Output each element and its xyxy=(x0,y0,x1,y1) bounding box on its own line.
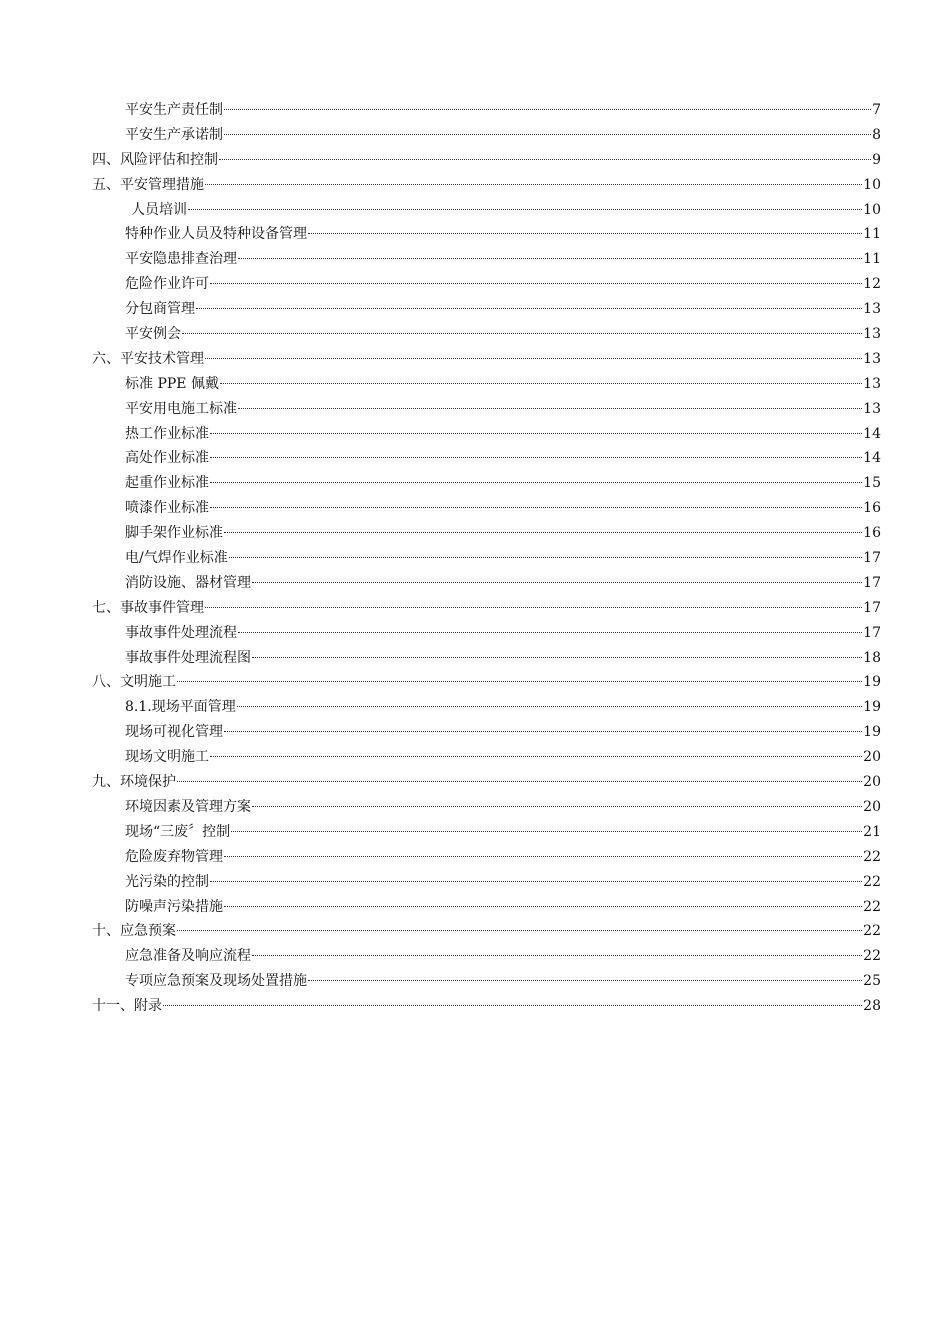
toc-dot-leader xyxy=(163,1005,862,1006)
toc-entry-page-number: 11 xyxy=(863,226,881,243)
toc-entry-page-number: 12 xyxy=(863,276,881,293)
toc-entry-label: 8.1.现场平面管理 xyxy=(125,699,236,716)
toc-entry-label: 专项应急预案及现场处置措施 xyxy=(125,973,307,990)
toc-dot-leader xyxy=(252,955,862,956)
toc-entry-label: 电/气焊作业标准 xyxy=(125,550,228,567)
toc-dot-leader xyxy=(205,184,862,185)
toc-entry-label: 脚手架作业标准 xyxy=(125,525,223,542)
toc-dot-leader xyxy=(210,482,862,483)
toc-dot-leader xyxy=(177,681,862,682)
toc-entry-page-number: 22 xyxy=(863,923,881,940)
toc-entry[interactable] xyxy=(92,272,881,297)
toc-entry[interactable] xyxy=(92,944,881,969)
toc-entry[interactable] xyxy=(92,322,881,347)
toc-entry[interactable] xyxy=(92,446,881,471)
toc-entry[interactable] xyxy=(92,471,881,496)
toc-dot-leader xyxy=(238,258,862,259)
toc-dot-leader xyxy=(205,607,862,608)
toc-entry-page-number: 14 xyxy=(863,450,881,467)
toc-entry-label: 高处作业标准 xyxy=(125,450,209,467)
toc-entry-label: 平安隐患排查治理 xyxy=(125,251,237,268)
toc-entry[interactable] xyxy=(92,596,881,621)
toc-dot-leader xyxy=(219,159,871,160)
toc-entry-label: 八、文明施工 xyxy=(92,674,176,691)
toc-entry-page-number: 22 xyxy=(863,898,881,915)
toc-entry-page-number: 22 xyxy=(863,848,881,865)
toc-dot-leader xyxy=(210,756,862,757)
toc-entry-page-number: 13 xyxy=(863,375,881,392)
toc-entry[interactable] xyxy=(92,745,881,770)
toc-entry[interactable] xyxy=(92,222,881,247)
table-of-contents xyxy=(92,98,881,1019)
toc-entry-label: 平安例会 xyxy=(125,326,181,343)
toc-entry-page-number: 19 xyxy=(863,674,881,691)
toc-entry[interactable] xyxy=(92,571,881,596)
toc-entry[interactable] xyxy=(92,870,881,895)
toc-entry-label: 十一、附录 xyxy=(92,998,162,1015)
toc-entry-page-number: 19 xyxy=(863,724,881,741)
toc-entry-label: 环境因素及管理方案 xyxy=(125,798,251,815)
toc-entry-label: 平安用电施工标准 xyxy=(125,400,237,417)
toc-entry-page-number: 15 xyxy=(863,475,881,492)
toc-entry-page-number: 17 xyxy=(863,624,881,641)
toc-entry[interactable] xyxy=(92,521,881,546)
toc-entry-label: 平安生产责任制 xyxy=(125,102,223,118)
toc-entry-page-number: 20 xyxy=(863,774,881,791)
toc-dot-leader xyxy=(210,433,862,434)
toc-entry[interactable] xyxy=(92,173,881,198)
toc-dot-leader xyxy=(188,209,862,210)
toc-entry[interactable] xyxy=(92,496,881,521)
toc-entry-label: 标准 PPE 佩戴 xyxy=(125,375,219,392)
toc-dot-leader xyxy=(210,881,862,882)
toc-entry-page-number: 16 xyxy=(863,525,881,542)
toc-entry-label: 防噪声污染措施 xyxy=(125,898,223,915)
toc-entry-label: 四、风险评估和控制 xyxy=(92,151,218,168)
toc-entry[interactable] xyxy=(92,820,881,845)
toc-entry[interactable] xyxy=(92,720,881,745)
toc-entry-label: 七、事故事件管理 xyxy=(92,599,204,616)
toc-entry-page-number: 18 xyxy=(863,649,881,666)
toc-entry-page-number: 25 xyxy=(863,973,881,990)
toc-entry[interactable] xyxy=(92,845,881,870)
toc-dot-leader xyxy=(224,532,862,533)
toc-entry-page-number: 17 xyxy=(863,574,881,591)
toc-dot-leader xyxy=(210,457,862,458)
toc-entry-label: 六、平安技术管理 xyxy=(92,350,204,367)
toc-dot-leader xyxy=(224,856,862,857)
toc-entry[interactable] xyxy=(92,670,881,695)
toc-entry-page-number: 22 xyxy=(863,948,881,965)
toc-entry-page-number: 10 xyxy=(863,201,881,218)
toc-dot-leader xyxy=(224,109,871,110)
toc-entry[interactable] xyxy=(92,795,881,820)
toc-entry[interactable] xyxy=(92,695,881,720)
toc-entry[interactable] xyxy=(92,347,881,372)
toc-dot-leader xyxy=(196,308,862,309)
toc-dot-leader xyxy=(224,906,862,907)
toc-entry-page-number: 13 xyxy=(863,350,881,367)
toc-dot-leader xyxy=(308,233,862,234)
toc-entry-label: 事故事件处理流程图 xyxy=(125,649,251,666)
toc-entry-label: 分包商管理 xyxy=(125,301,195,318)
toc-entry-page-number: 14 xyxy=(863,425,881,442)
toc-entry-label: 九、环境保护 xyxy=(92,774,176,791)
toc-dot-leader xyxy=(177,930,862,931)
toc-entry-label: 平安生产承诺制 xyxy=(125,126,223,143)
toc-entry-label: 光污染的控制 xyxy=(125,873,209,890)
toc-entry[interactable] xyxy=(92,98,881,123)
toc-entry-page-number: 13 xyxy=(863,326,881,343)
toc-dot-leader xyxy=(238,408,862,409)
toc-dot-leader xyxy=(252,657,862,658)
toc-entry[interactable] xyxy=(92,621,881,646)
toc-entry-label: 应急准备及响应流程 xyxy=(125,948,251,965)
toc-entry[interactable] xyxy=(92,297,881,322)
toc-entry-label: 起重作业标准 xyxy=(125,475,209,492)
toc-entry-label: 热工作业标准 xyxy=(125,425,209,442)
toc-dot-leader xyxy=(177,781,862,782)
toc-entry[interactable] xyxy=(92,919,881,944)
toc-entry-label: 现场文明施工 xyxy=(125,749,209,766)
toc-entry-label: 危险作业许可 xyxy=(125,276,209,293)
toc-entry-page-number: 7 xyxy=(872,102,881,118)
toc-entry-label: 危险废弃物管理 xyxy=(125,848,223,865)
toc-entry[interactable] xyxy=(92,247,881,272)
toc-entry-label: 现场可视化管理 xyxy=(125,724,223,741)
toc-entry-label: 消防设施、器材管理 xyxy=(125,574,251,591)
toc-entry-label: 喷漆作业标准 xyxy=(125,500,209,517)
toc-entry-page-number: 13 xyxy=(863,400,881,417)
toc-entry-page-number: 22 xyxy=(863,873,881,890)
toc-entry[interactable] xyxy=(92,123,881,148)
toc-entry-label: 现场“三废〞控制 xyxy=(125,823,231,840)
toc-dot-leader xyxy=(224,731,862,732)
toc-entry[interactable] xyxy=(92,372,881,397)
toc-dot-leader xyxy=(210,283,862,284)
toc-entry-page-number: 17 xyxy=(863,550,881,567)
toc-dot-leader xyxy=(205,358,862,359)
toc-dot-leader xyxy=(238,632,862,633)
toc-dot-leader xyxy=(237,706,862,707)
toc-entry-page-number: 13 xyxy=(863,301,881,318)
toc-entry-page-number: 19 xyxy=(863,699,881,716)
toc-dot-leader xyxy=(252,582,862,583)
toc-entry[interactable] xyxy=(92,546,881,571)
toc-entry-page-number: 20 xyxy=(863,798,881,815)
toc-entry-label: 特种作业人员及特种设备管理 xyxy=(125,226,307,243)
toc-dot-leader xyxy=(224,134,871,135)
toc-entry[interactable] xyxy=(92,646,881,671)
toc-entry[interactable] xyxy=(92,422,881,447)
toc-entry[interactable] xyxy=(92,994,881,1019)
toc-dot-leader xyxy=(252,806,862,807)
toc-dot-leader xyxy=(220,383,862,384)
toc-entry-page-number: 17 xyxy=(863,599,881,616)
toc-entry-label: 五、平安管理措施 xyxy=(92,176,204,193)
toc-entry-page-number: 20 xyxy=(863,749,881,766)
toc-entry-page-number: 8 xyxy=(872,126,881,143)
toc-dot-leader xyxy=(182,333,862,334)
toc-entry-page-number: 9 xyxy=(872,151,881,168)
toc-dot-leader xyxy=(308,980,862,981)
toc-entry-page-number: 16 xyxy=(863,500,881,517)
toc-entry-page-number: 10 xyxy=(863,176,881,193)
toc-dot-leader xyxy=(229,557,862,558)
toc-entry[interactable] xyxy=(92,148,881,173)
toc-entry-label: 十、应急预案 xyxy=(92,923,176,940)
toc-entry[interactable] xyxy=(92,969,881,994)
toc-dot-leader xyxy=(210,507,862,508)
toc-dot-leader xyxy=(231,831,862,832)
toc-entry-page-number: 21 xyxy=(863,823,881,840)
toc-entry-page-number: 11 xyxy=(863,251,881,268)
toc-entry[interactable] xyxy=(92,397,881,422)
toc-entry[interactable] xyxy=(92,770,881,795)
toc-entry[interactable] xyxy=(92,895,881,920)
toc-entry-page-number: 28 xyxy=(863,998,881,1015)
toc-entry[interactable] xyxy=(92,198,881,223)
toc-entry-label: 事故事件处理流程 xyxy=(125,624,237,641)
toc-entry-label: 人员培训 xyxy=(131,201,187,218)
